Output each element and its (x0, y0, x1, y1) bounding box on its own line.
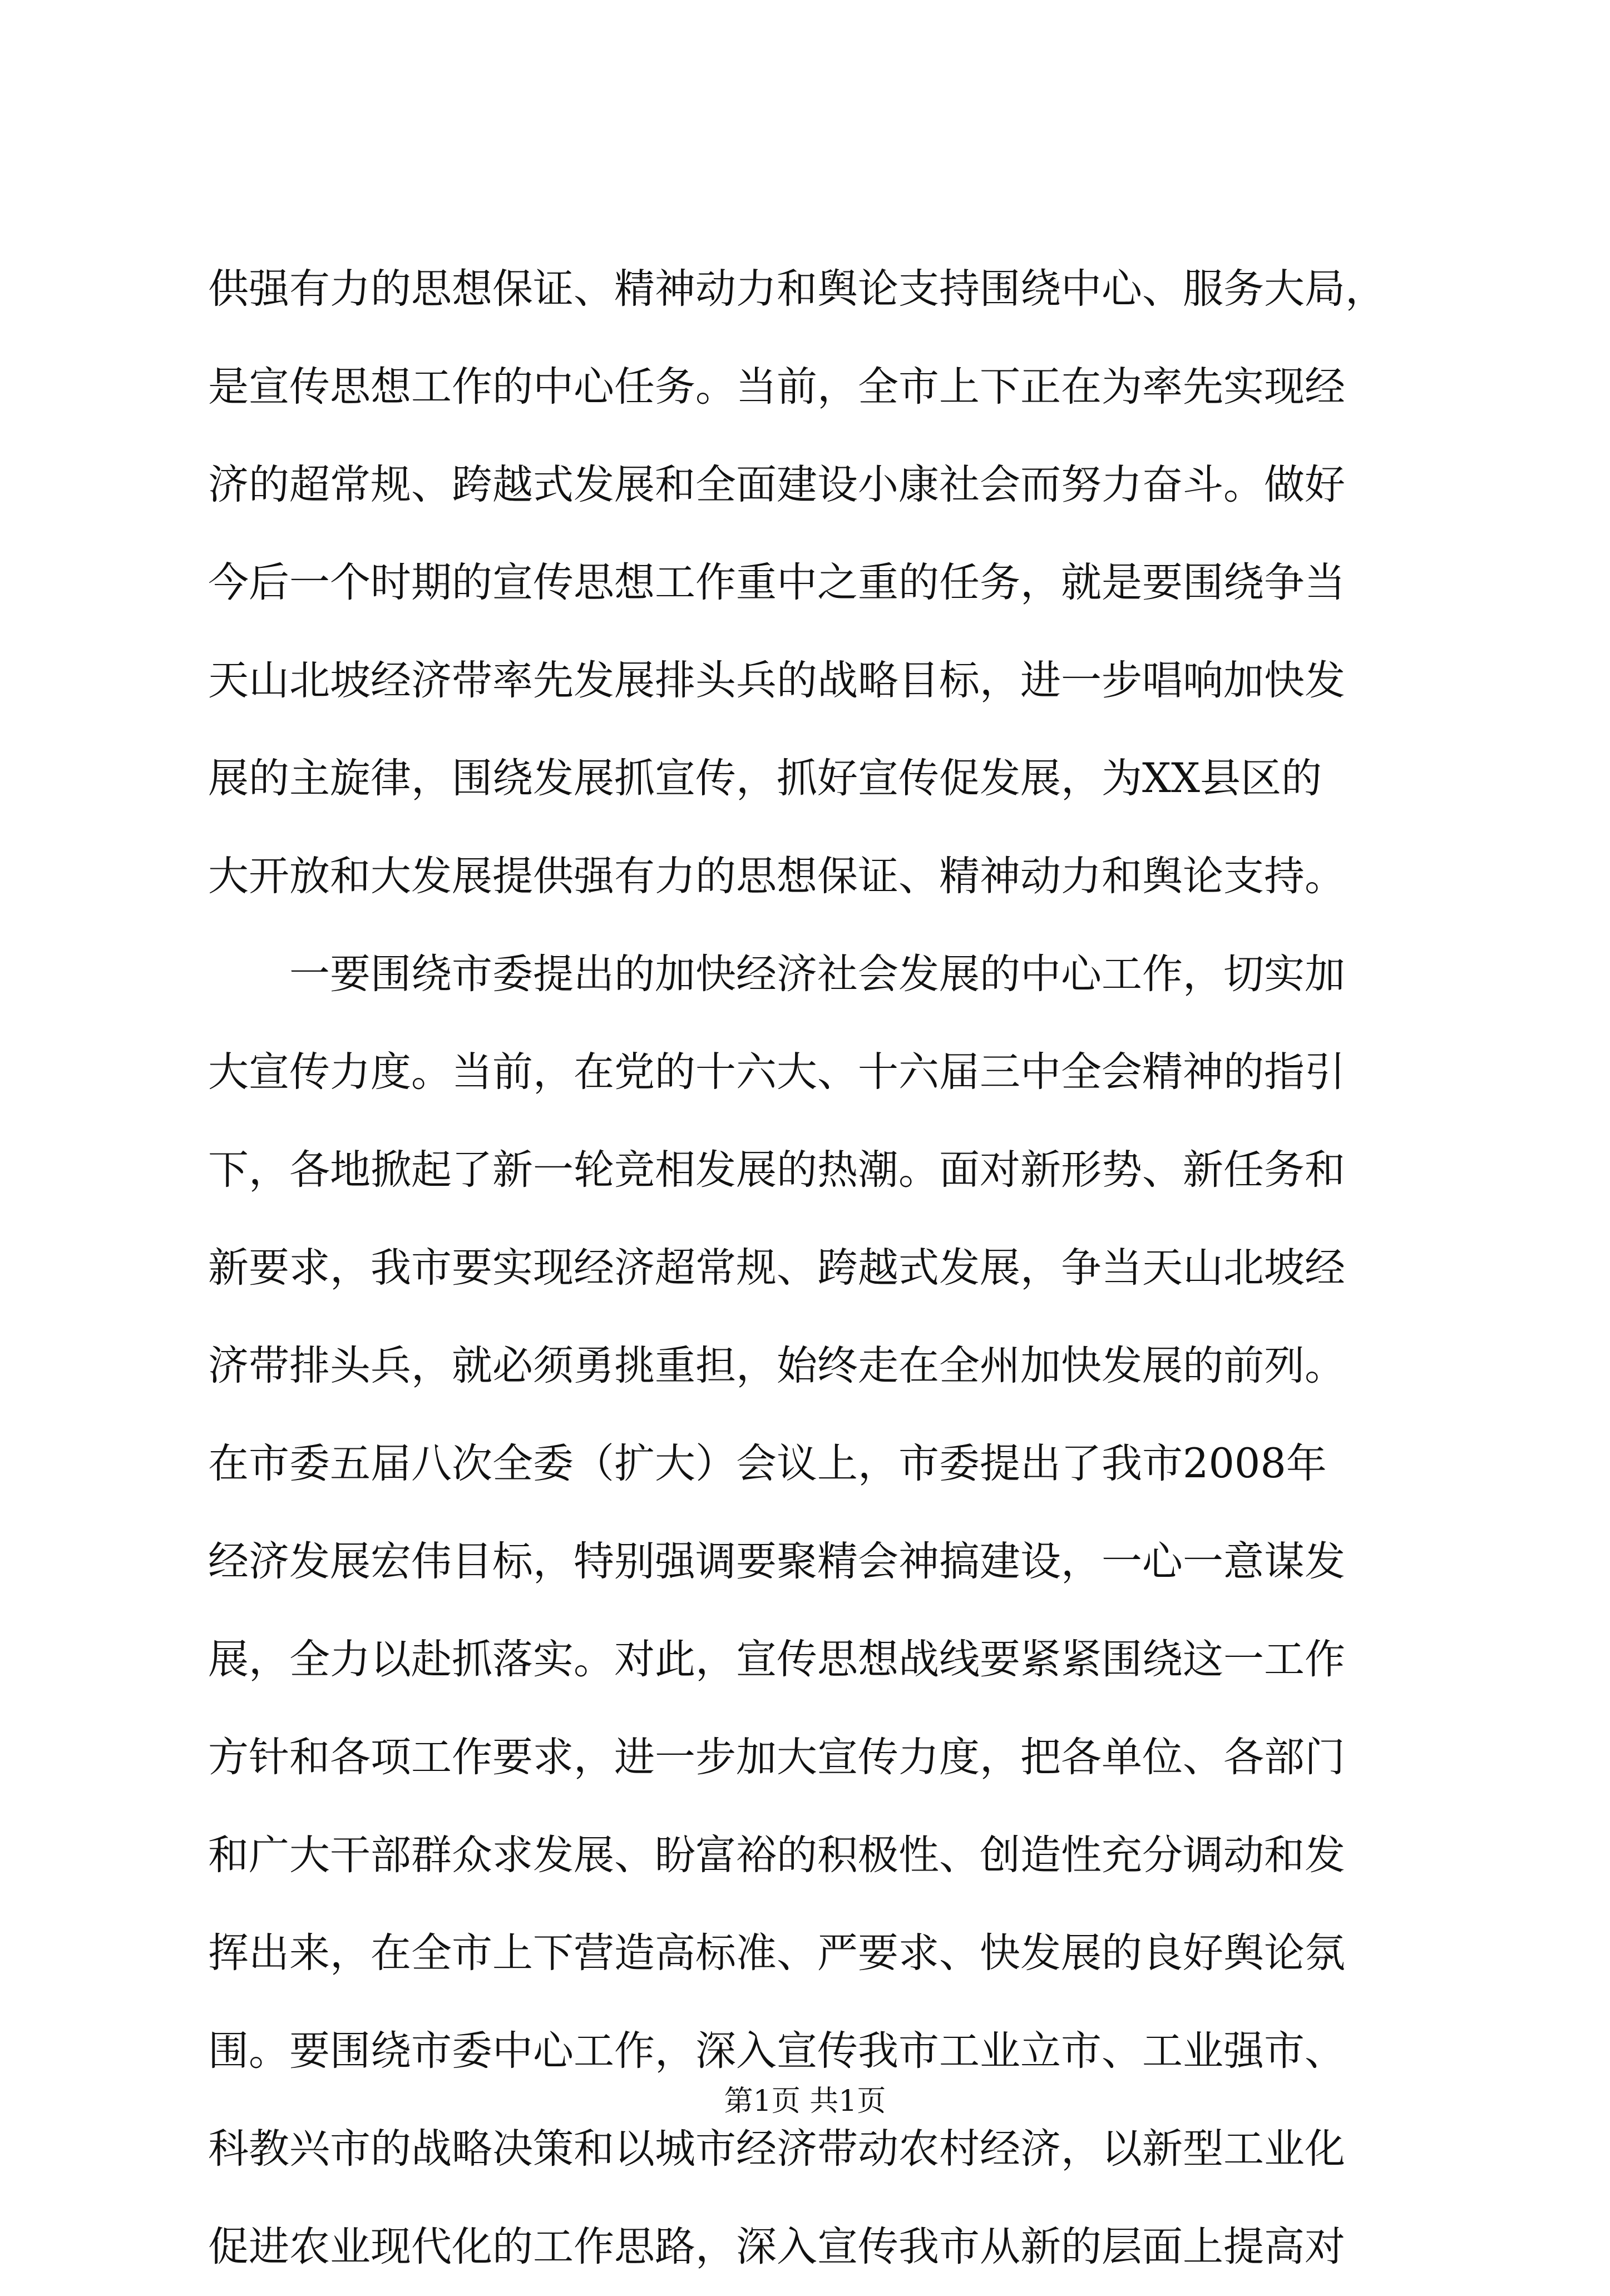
text-line: 展，全力以赴抓落实。对此，宣传思想战线要紧紧围绕这一工作 (208, 1636, 1345, 1683)
text-line: 供强有力的思想保证、精神动力和舆论支持围绕中心、服务大局， (208, 265, 1386, 313)
text-line: 展的主旋律，围绕发展抓宣传，抓好宣传促发展，为XX县区的 (208, 755, 1322, 802)
text-line: 济的超常规、跨越式发展和全面建设小康社会而努力奋斗。做好 (208, 461, 1345, 508)
text-line: 和广大干部群众求发展、盼富裕的积极性、创造性充分调动和发 (208, 1832, 1345, 1879)
text-line: 科教兴市的战略决策和以城市经济带动农村经济，以新型工业化 (208, 2125, 1345, 2173)
text-line: 今后一个时期的宣传思想工作重中之重的任务，就是要围绕争当 (208, 559, 1345, 606)
text-line: 经济发展宏伟目标，特别强调要聚精会神搞建设，一心一意谋发 (208, 1538, 1345, 1585)
text-line: 在市委五届八次全委（扩大）会议上，市委提出了我市2008年 (208, 1440, 1327, 1487)
document-body (208, 240, 1415, 2296)
text-line: 是宣传思想工作的中心任务。当前，全市上下正在为率先实现经 (208, 363, 1345, 410)
text-line: 大开放和大发展提供强有力的思想保证、精神动力和舆论支持。 (208, 853, 1345, 900)
text-line: 天山北坡经济带率先发展排头兵的战略目标，进一步唱响加快发 (208, 657, 1345, 704)
page-footer: 第1页 共1页 (724, 2085, 886, 2118)
text-line: 新要求，我市要实现经济超常规、跨越式发展，争当天山北坡经 (208, 1244, 1345, 1292)
text-line: 挥出来，在全市上下营造高标准、严要求、快发展的良好舆论氛 (208, 1929, 1345, 1977)
text-line: 济带排头兵，就必须勇挑重担，始终走在全州加快发展的前列。 (208, 1342, 1345, 1389)
text-line: 促进农业现代化的工作思路，深入宣传我市从新的层面上提高对 (208, 2223, 1345, 2270)
paragraph-first-line: 一要围绕市委提出的加快经济社会发展的中心工作，切实加 (289, 951, 1345, 998)
text-line: 大宣传力度。当前，在党的十六大、十六届三中全会精神的指引 (208, 1048, 1345, 1096)
text-line: 方针和各项工作要求，进一步加大宣传力度，把各单位、各部门 (208, 1734, 1345, 1781)
text-line: 下，各地掀起了新一轮竞相发展的热潮。面对新形势、新任务和 (208, 1146, 1345, 1194)
text-line: 围。要围绕市委中心工作，深入宣传我市工业立市、工业强市、 (208, 2027, 1345, 2075)
